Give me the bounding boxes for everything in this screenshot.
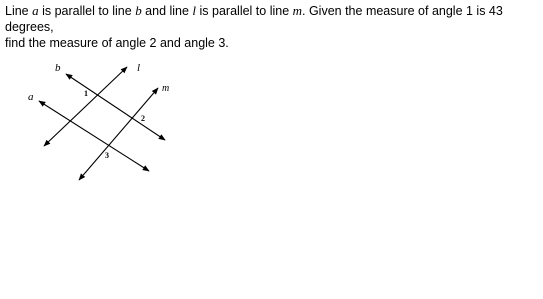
label-line-a: a	[28, 91, 34, 103]
problem-line-2: find the measure of angle 2 and angle 3.	[5, 36, 229, 50]
text-fragment: Line	[5, 4, 33, 18]
text-fragment: and line	[141, 4, 193, 18]
var-a: a	[32, 3, 39, 18]
label-angle-1: 1	[84, 89, 88, 98]
label-line-l: l	[137, 62, 141, 74]
text-fragment: is parallel to line	[38, 4, 136, 18]
label-angle-2: 2	[141, 114, 145, 123]
text-fragment: is parallel to line	[196, 4, 293, 18]
var-l: l	[192, 3, 197, 18]
label-angle-3: 3	[105, 151, 109, 160]
var-m: m	[292, 3, 303, 18]
var-b: b	[135, 3, 142, 18]
line-b	[66, 74, 165, 140]
label-line-m: m	[162, 83, 170, 94]
label-line-b: b	[55, 62, 61, 74]
line-a	[39, 101, 149, 171]
text-fragment: . Given the measure of angle 1 is 43 degrees,	[5, 4, 503, 34]
